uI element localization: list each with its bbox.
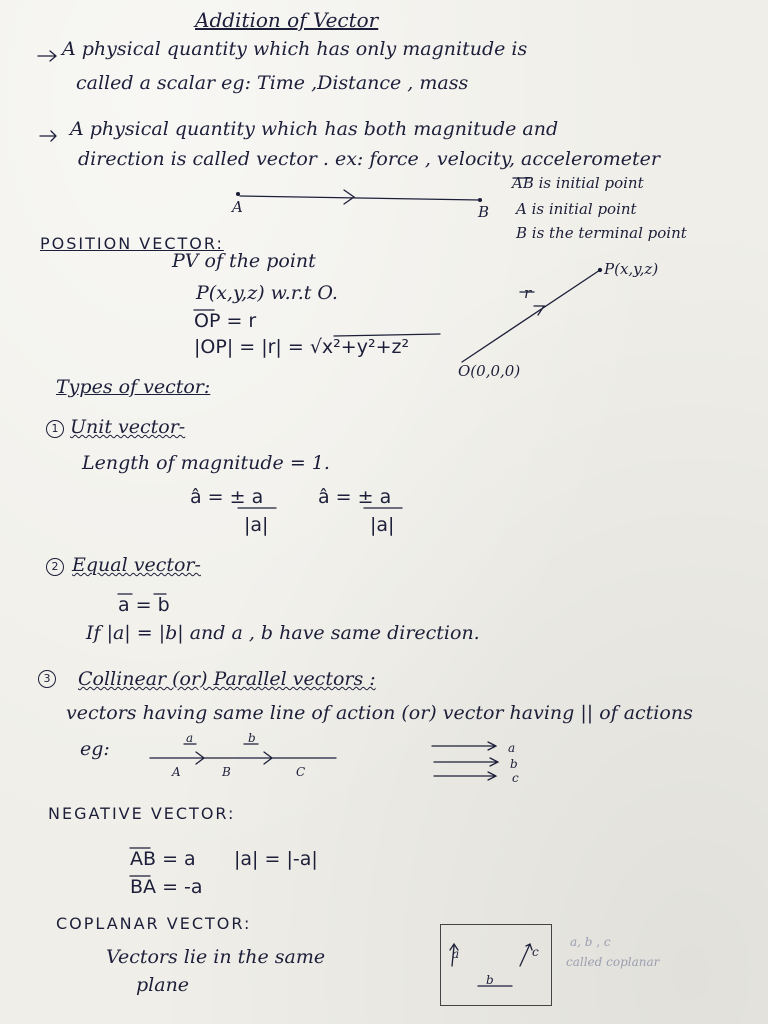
collinear-number: 3	[38, 670, 56, 688]
unit-vector-line1: Length of magnitude = 1.	[82, 452, 330, 474]
collinear-label-b: b	[248, 731, 256, 745]
parallel-vectors	[432, 742, 498, 780]
sqrt-bar	[334, 334, 440, 336]
negative-vector-line2: BA = -a	[130, 876, 203, 898]
coplanar-line2: plane	[136, 974, 190, 996]
position-vector-line3: OP = r	[194, 310, 257, 332]
bleed-through-text-2: called coplanar	[566, 955, 660, 969]
bullet-arrow-1	[38, 51, 56, 61]
types-heading: Types of vector:	[56, 376, 211, 398]
page-title: Addition of Vector	[195, 8, 379, 32]
coplanar-box-b: b	[486, 973, 494, 987]
parallel-label-b: b	[510, 757, 518, 771]
coplanar-vector-heading: COPLANAR VECTOR:	[56, 914, 252, 933]
collinear-eg: eg:	[80, 738, 110, 760]
collinear-point-b: B	[222, 765, 231, 779]
collinear-line	[150, 744, 336, 764]
scalar-definition-line2: called a scalar eg: Time ,Distance , mass	[76, 72, 469, 94]
collinear-point-a: A	[172, 765, 181, 779]
vector-note-initial: AB is initial point	[512, 174, 644, 192]
vector-note-initial-2: A is initial point	[516, 200, 637, 218]
vector-r-label: r	[524, 284, 532, 302]
equal-vector-line1: a = b	[118, 594, 170, 616]
negative-vector-line1b: |a| = |-a|	[234, 848, 318, 870]
unit-formula1-top: â = ± a	[190, 486, 264, 508]
position-vector-line4: |OP| = |r| = √x²+y²+z²	[194, 336, 410, 358]
negative-vector-heading: NEGATIVE VECTOR:	[48, 804, 236, 823]
equal-vector-number: 2	[46, 558, 64, 576]
parallel-label-a: a	[508, 741, 516, 755]
equal-vector-heading: Equal vector-	[72, 554, 201, 576]
collinear-label-a: a	[186, 731, 194, 745]
point-p-label: P(x,y,z)	[604, 260, 659, 278]
negative-overlines	[130, 848, 150, 876]
bleed-through-text-1: a, b , c	[570, 935, 611, 949]
coplanar-box-a: a	[452, 947, 460, 961]
bullet-arrow-2	[40, 131, 56, 141]
point-b-label: B	[478, 203, 490, 221]
unit-formula2-bottom: |a|	[370, 514, 395, 536]
coplanar-line1: Vectors lie in the same	[106, 946, 326, 968]
origin-label: O(0,0,0)	[458, 362, 521, 380]
vector-ab-arrow	[237, 190, 482, 204]
equal-vector-line2: If |a| = |b| and a , b have same direction.	[86, 622, 480, 644]
unit-formula2-top: â = ± a	[318, 486, 392, 508]
position-vector-line2: P(x,y,z) w.r.t O.	[196, 282, 338, 304]
coplanar-box-c: c	[532, 945, 539, 959]
collinear-heading: Collinear (or) Parallel vectors :	[78, 668, 376, 690]
vector-definition-line2: direction is called vector . ex: force , velocity, accelerometer	[78, 148, 660, 170]
scalar-definition-line1: A physical quantity which has only magnitude is	[62, 38, 528, 60]
collinear-line1: vectors having same line of action (or) vector having || of actions	[66, 702, 693, 724]
negative-vector-line1: AB = a	[130, 848, 196, 870]
point-a-label: A	[232, 198, 243, 216]
position-vector-heading: POSITION VECTOR:	[40, 234, 224, 253]
unit-vector-number: 1	[46, 420, 64, 438]
unit-vector-heading: Unit vector-	[70, 416, 186, 438]
position-vector-line	[462, 269, 602, 363]
collinear-point-c: C	[296, 765, 306, 779]
position-vector-line1: PV of the point	[172, 250, 316, 272]
vector-note-terminal: B is the terminal point	[516, 224, 687, 242]
vector-definition-line1: A physical quantity which has both magnitude and	[70, 118, 559, 140]
unit-formula1-bottom: |a|	[244, 514, 269, 536]
coplanar-vectors	[450, 944, 532, 986]
parallel-label-c: c	[512, 771, 519, 785]
